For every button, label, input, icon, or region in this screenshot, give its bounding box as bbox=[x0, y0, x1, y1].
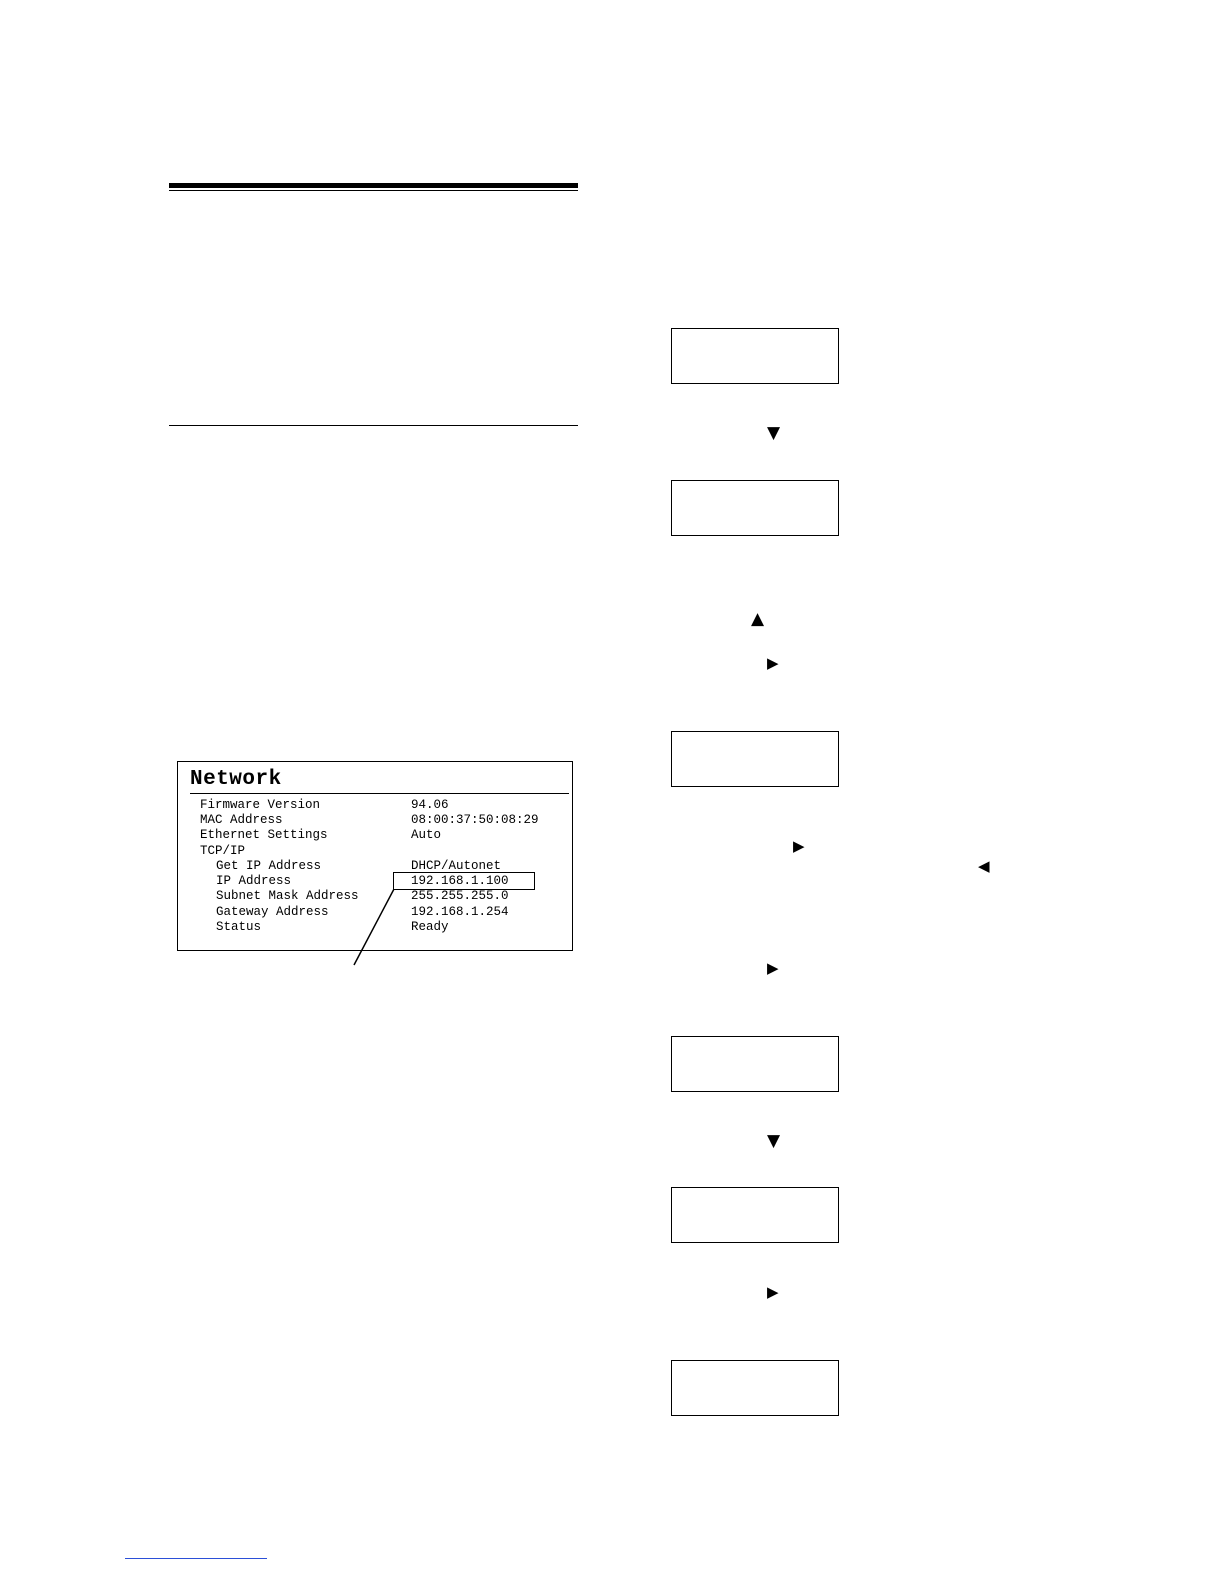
report-row-label-mac: MAC Address bbox=[200, 813, 283, 827]
report-row-label-status: Status bbox=[216, 920, 262, 934]
report-row-label-ip: IP Address bbox=[216, 874, 292, 888]
report-row-label-ethernet: Ethernet Settings bbox=[200, 828, 328, 842]
report-row-label-firmware: Firmware Version bbox=[200, 798, 321, 812]
footer-link-underline[interactable] bbox=[125, 1558, 267, 1559]
network-report-title-rule bbox=[190, 793, 569, 794]
down-arrow-icon: ▼ bbox=[767, 1131, 781, 1151]
up-arrow-icon: ▲ bbox=[751, 609, 765, 629]
report-row-label-subnet: Subnet Mask Address bbox=[216, 889, 359, 903]
lcd-display-5 bbox=[671, 1187, 839, 1243]
report-row-value-status: Ready bbox=[411, 920, 449, 934]
lcd-display-2 bbox=[671, 480, 839, 536]
report-row-label-get-ip: Get IP Address bbox=[216, 859, 322, 873]
report-row-value-gateway: 192.168.1.254 bbox=[411, 905, 509, 919]
left-arrow-icon: ◀ bbox=[978, 857, 990, 875]
report-row-value-mac: 08:00:37:50:08:29 bbox=[411, 813, 539, 827]
right-arrow-icon: ▶ bbox=[767, 1283, 779, 1301]
lcd-display-4 bbox=[671, 1036, 839, 1092]
report-row-value-subnet: 255.255.255.0 bbox=[411, 889, 509, 903]
section-header-rule-thick bbox=[169, 183, 578, 188]
right-arrow-icon: ▶ bbox=[767, 654, 779, 672]
report-row-value-firmware: 94.06 bbox=[411, 798, 449, 812]
network-report-title: Network bbox=[190, 768, 282, 791]
right-arrow-icon: ▶ bbox=[793, 837, 805, 855]
section-divider-rule bbox=[169, 425, 578, 426]
lcd-display-3 bbox=[671, 731, 839, 787]
ip-address-highlight-box bbox=[393, 872, 535, 890]
section-header-rule-thin bbox=[169, 190, 578, 191]
lcd-display-6 bbox=[671, 1360, 839, 1416]
callout-leader-line bbox=[340, 885, 410, 970]
report-row-value-ip: 192.168.1.100 bbox=[411, 874, 509, 888]
report-row-value-get-ip: DHCP/Autonet bbox=[411, 859, 502, 873]
report-row-value-ethernet: Auto bbox=[411, 828, 442, 842]
lcd-display-1 bbox=[671, 328, 839, 384]
report-row-label-tcpip: TCP/IP bbox=[200, 844, 246, 858]
right-arrow-icon: ▶ bbox=[767, 959, 779, 977]
report-row-label-gateway: Gateway Address bbox=[216, 905, 329, 919]
down-arrow-icon: ▼ bbox=[767, 423, 781, 443]
